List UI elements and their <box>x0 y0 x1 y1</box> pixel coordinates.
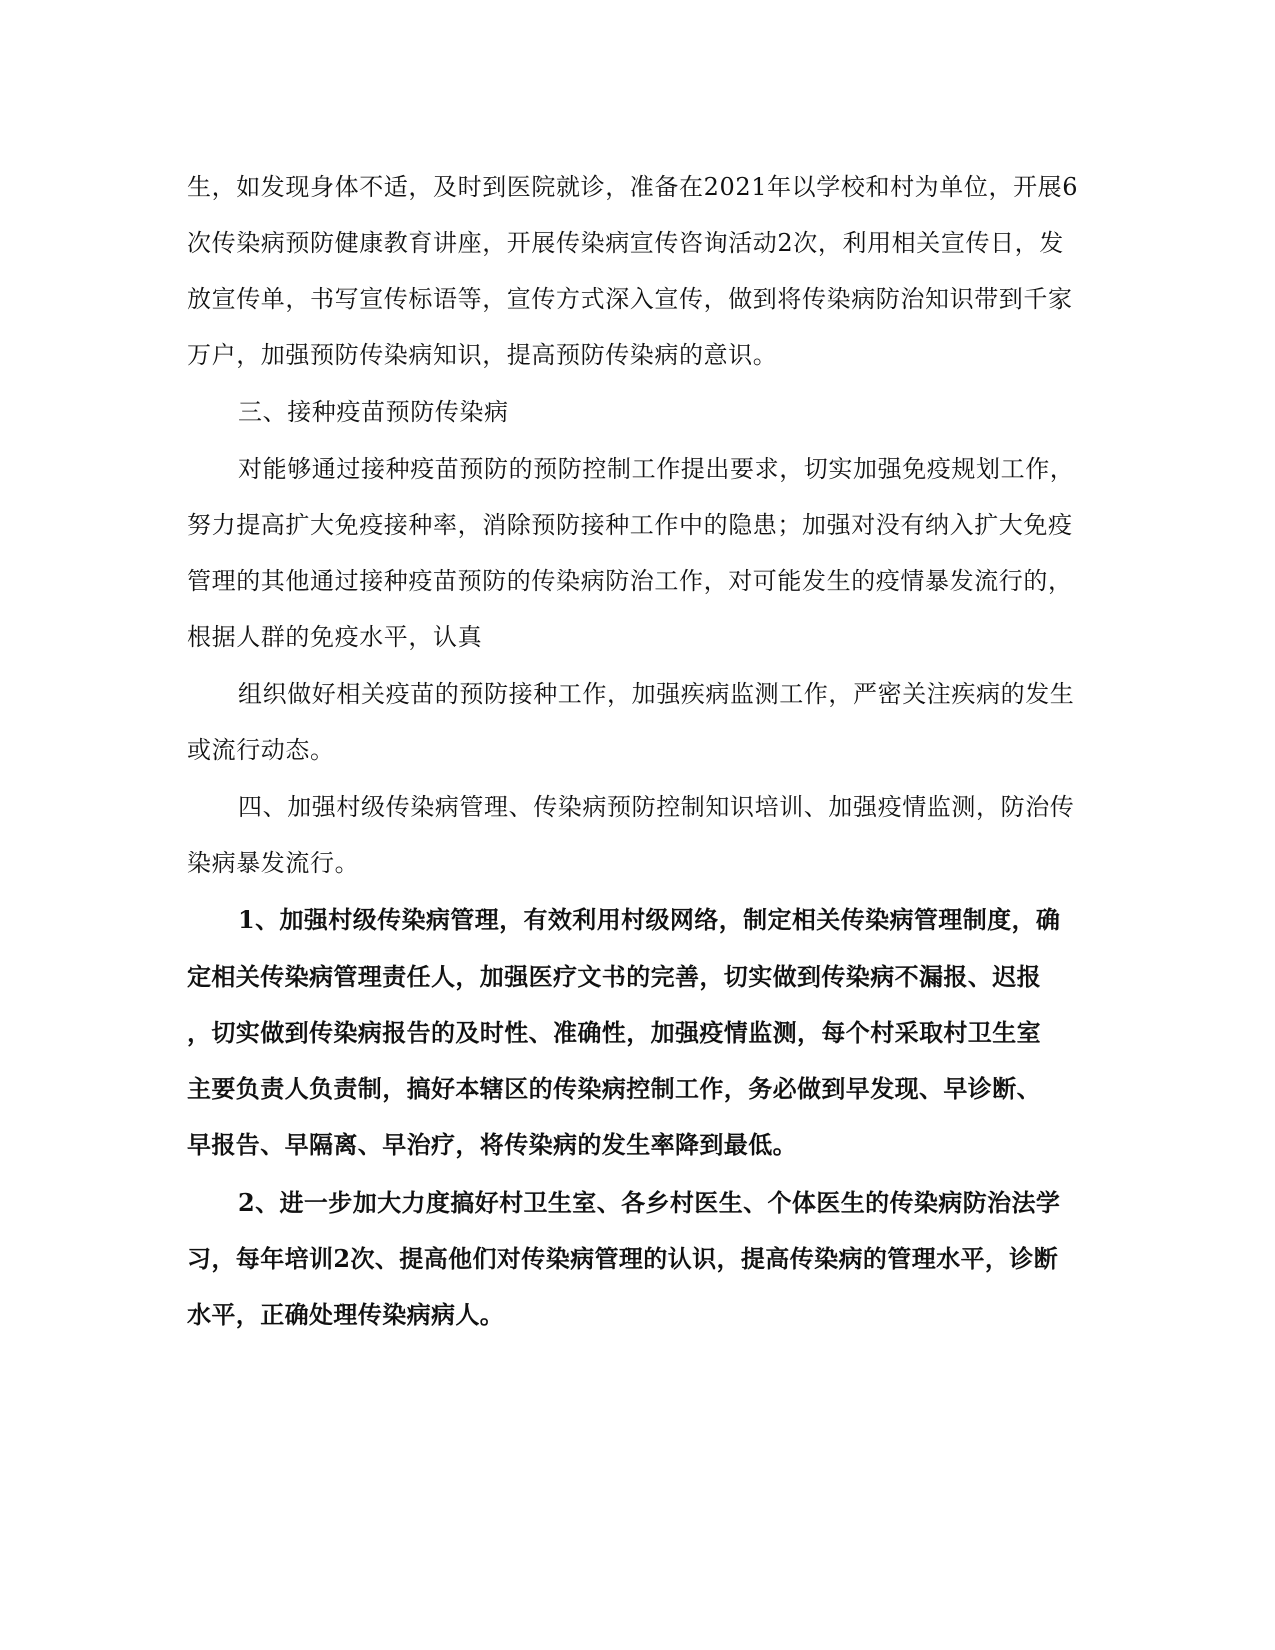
section-heading-continued: 染病暴发流行。 <box>187 849 360 877</box>
list-item-text: 习，每年培训2次、提高他们对传染病管理的认识，提高传染病的管理水平，诊断 <box>187 1244 1059 1273</box>
body-text-line: 根据人群的免疫水平，认真 <box>187 623 483 651</box>
list-item-text: ，切实做到传染病报告的及时性、准确性，加强疫情监测，每个村采取村卫生室 <box>187 1018 1041 1047</box>
body-text-line: 对能够通过接种疫苗预防的预防控制工作提出要求，切实加强免疫规划工作， <box>238 455 1075 483</box>
body-text-line: 努力提高扩大免疫接种率，消除预防接种工作中的隐患；加强对没有纳入扩大免疫 <box>187 511 1073 539</box>
body-text-line: 生，如发现身体不适，及时到医院就诊，准备在2021年以学校和村为单位，开展6 <box>187 173 1079 201</box>
body-text-line: 放宣传单，书写宣传标语等，宣传方式深入宣传，做到将传染病防治知识带到千家 <box>187 285 1073 313</box>
body-text-line: 或流行动态。 <box>187 736 335 764</box>
section-heading: 三、接种疫苗预防传染病 <box>238 398 509 426</box>
body-text-line: 万户，加强预防传染病知识，提高预防传染病的意识。 <box>187 341 778 369</box>
list-item-text: 主要负责人负责制，搞好本辖区的传染病控制工作，务必做到早发现、早诊断、 <box>187 1074 1041 1103</box>
list-item-text: 1、加强村级传染病管理，有效利用村级网络，制定相关传染病管理制度，确 <box>238 905 1061 934</box>
section-heading: 四、加强村级传染病管理、传染病预防控制知识培训、加强疫情监测，防治传 <box>238 793 1075 821</box>
list-item-text: 水平，正确处理传染病病人。 <box>187 1300 505 1329</box>
body-text-line: 管理的其他通过接种疫苗预防的传染病防治工作，对可能发生的疫情暴发流行的， <box>187 567 1073 595</box>
body-text-line: 次传染病预防健康教育讲座，开展传染病宣传咨询活动2次，利用相关宣传日，发 <box>187 229 1064 257</box>
list-item-text: 早报告、早隔离、早治疗，将传染病的发生率降到最低。 <box>187 1130 797 1159</box>
list-item-text: 定相关传染病管理责任人，加强医疗文书的完善，切实做到传染病不漏报、迟报 <box>187 962 1041 991</box>
list-item-text: 2、进一步加大力度搞好村卫生室、各乡村医生、个体医生的传染病防治法学 <box>238 1188 1061 1217</box>
body-text-line: 组织做好相关疫苗的预防接种工作，加强疾病监测工作，严密关注疾病的发生 <box>238 680 1075 708</box>
